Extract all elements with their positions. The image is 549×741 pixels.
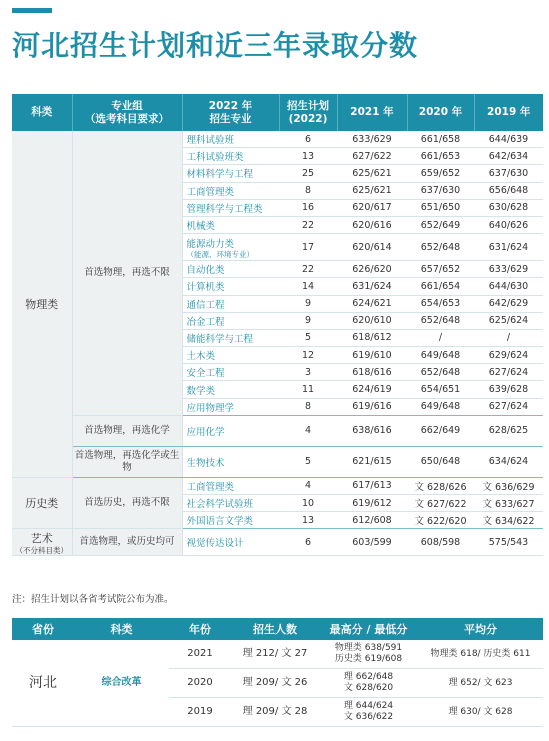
score-2021-cell: 624/619 [337, 381, 407, 398]
avg-cell: 理 630/ 文 628 [418, 698, 543, 727]
count-cell: 理 209/ 文 28 [231, 698, 319, 727]
score-2020-cell: 654/653 [407, 295, 474, 312]
footnote: 注：招生计划以各省考试院公布为准。 [12, 594, 174, 605]
score-2021-cell: 621/615 [337, 446, 407, 477]
count-cell: 理 212/ 文 27 [231, 640, 319, 669]
major-name: 机械类 [186, 221, 216, 233]
major-name: 储能科学与工程 [186, 333, 254, 345]
plan-cell: 22 [279, 261, 337, 278]
plan-cell: 13 [279, 512, 337, 529]
score-2019-cell: 640/626 [474, 216, 543, 233]
header-group-line2: （选考科目要求） [85, 112, 169, 125]
plan-cell: 10 [279, 495, 337, 512]
year-cell: 2020 [169, 669, 231, 698]
score-2020-cell: / [407, 329, 474, 346]
major-name: 土木类 [186, 351, 216, 363]
major-sub: （能源、环境专业） [186, 249, 254, 259]
score-2020-cell: 649/648 [407, 398, 474, 415]
type-cell: 综合改革 [74, 640, 169, 727]
major-cell [182, 234, 279, 261]
major-cell [182, 495, 279, 512]
maxmin-line1: 物理类 638/591 [334, 643, 403, 653]
plan-cell: 4 [279, 415, 337, 446]
score-header-count: 招生人数 [231, 618, 319, 640]
avg-cell: 物理类 618/ 历史类 611 [418, 640, 543, 669]
table-row [12, 640, 543, 669]
score-2019-cell: 文 633/627 [474, 495, 543, 512]
maxmin-line2: 历史类 619/608 [334, 654, 403, 664]
score-2020-cell: 652/648 [407, 312, 474, 329]
plan-table-body [12, 131, 543, 556]
header-plan-line2: (2022) [288, 112, 328, 125]
score-2019-cell: 文 636/629 [474, 477, 543, 494]
plan-cell: 8 [279, 182, 337, 199]
score-2019-cell: 637/630 [474, 165, 543, 182]
score-2020-cell: 649/648 [407, 347, 474, 364]
header-group-line1: 专业组 [111, 99, 143, 112]
group-physics-any: 首选物理，再选不限 [72, 131, 182, 415]
plan-cell: 16 [279, 199, 337, 216]
score-2020-cell: 文 627/622 [407, 495, 474, 512]
table-row [12, 477, 543, 494]
category-history: 历史类 [12, 477, 72, 529]
score-2021-cell: 603/599 [337, 529, 407, 556]
score-header-maxmin: 最高分 / 最低分 [319, 618, 418, 640]
plan-cell: 22 [279, 216, 337, 233]
group-physics-or-history: 首选物理，或历史均可 [72, 529, 182, 556]
header-2019: 2019 年 [474, 94, 543, 131]
group-physics-chem: 首选物理，再选化学 [72, 415, 182, 446]
score-2020-cell: 657/652 [407, 261, 474, 278]
score-2021-cell: 618/616 [337, 364, 407, 381]
page-title: 河北招生计划和近三年录取分数 [12, 29, 419, 62]
major-name: 安全工程 [186, 368, 225, 380]
score-2019-cell: 627/624 [474, 398, 543, 415]
score-2021-cell: 619/616 [337, 398, 407, 415]
major-cell [182, 182, 279, 199]
header-2020: 2020 年 [407, 94, 474, 131]
plan-cell: 14 [279, 278, 337, 295]
score-header-province: 省份 [12, 618, 74, 640]
maxmin-cell [319, 698, 418, 727]
count-cell: 理 209/ 文 26 [231, 669, 319, 698]
score-2019-cell: 642/634 [474, 148, 543, 165]
score-2019-cell: / [474, 329, 543, 346]
major-name: 外国语言文学类 [186, 516, 254, 528]
score-2021-cell: 633/629 [337, 131, 407, 148]
table-row [12, 415, 543, 446]
score-2019-cell: 633/629 [474, 261, 543, 278]
header-major [182, 94, 279, 131]
score-2021-cell: 620/610 [337, 312, 407, 329]
major-cell [182, 415, 279, 446]
plan-cell: 17 [279, 234, 337, 261]
header-plan-line1: 招生计划 [287, 99, 329, 112]
score-2019-cell: 639/628 [474, 381, 543, 398]
score-2019-cell: 575/543 [474, 529, 543, 556]
score-2019-cell: 656/648 [474, 182, 543, 199]
major-cell [182, 529, 279, 556]
category-art-sub: （不分科目类） [15, 545, 68, 555]
score-2020-cell: 文 622/620 [407, 512, 474, 529]
score-2019-cell: 625/624 [474, 312, 543, 329]
major-name: 应用化学 [186, 426, 225, 438]
score-2020-cell: 608/598 [407, 529, 474, 556]
major-cell [182, 364, 279, 381]
major-cell [182, 446, 279, 477]
score-table-body [12, 640, 543, 727]
category-art-label: 艺术 [30, 531, 53, 545]
plan-cell: 8 [279, 398, 337, 415]
plan-cell: 9 [279, 295, 337, 312]
score-2020-cell: 652/649 [407, 216, 474, 233]
admission-score-table [12, 618, 543, 727]
major-cell [182, 278, 279, 295]
category-art [12, 529, 72, 556]
score-2021-cell: 625/621 [337, 182, 407, 199]
avg-cell: 理 652/ 文 623 [418, 669, 543, 698]
score-2021-cell: 624/621 [337, 295, 407, 312]
major-name: 材料科学与工程 [186, 169, 254, 181]
major-name: 通信工程 [186, 299, 225, 311]
header-2021: 2021 年 [337, 94, 407, 131]
score-2020-cell: 637/630 [407, 182, 474, 199]
score-2019-cell: 628/625 [474, 415, 543, 446]
plan-cell: 11 [279, 381, 337, 398]
major-name: 视觉传达设计 [186, 538, 244, 550]
score-2020-cell: 662/649 [407, 415, 474, 446]
major-name: 工商管理类 [186, 481, 235, 493]
major-cell [182, 165, 279, 182]
score-2021-cell: 620/617 [337, 199, 407, 216]
score-2021-cell: 625/621 [337, 165, 407, 182]
plan-cell: 6 [279, 529, 337, 556]
table-row [12, 131, 543, 148]
major-cell [182, 295, 279, 312]
score-header-row [12, 618, 543, 640]
major-cell [182, 312, 279, 329]
major-name: 生物技术 [186, 457, 225, 469]
major-name: 社会科学试验班 [186, 499, 254, 511]
score-2020-cell: 661/653 [407, 148, 474, 165]
major-name: 工商管理类 [186, 186, 235, 198]
score-2020-cell: 650/648 [407, 446, 474, 477]
plan-cell: 3 [279, 364, 337, 381]
major-cell [182, 261, 279, 278]
plan-cell: 5 [279, 446, 337, 477]
year-cell: 2021 [169, 640, 231, 669]
admission-plan-table [12, 94, 543, 556]
major-name: 管理科学与工程类 [186, 203, 263, 215]
major-name: 应用物理学 [186, 402, 235, 414]
maxmin-line1: 理 662/648 [343, 672, 394, 682]
year-cell: 2019 [169, 698, 231, 727]
score-2019-cell: 644/639 [474, 131, 543, 148]
maxmin-cell [319, 669, 418, 698]
major-cell [182, 199, 279, 216]
plan-cell: 6 [279, 131, 337, 148]
plan-cell: 4 [279, 477, 337, 494]
score-2019-cell: 631/624 [474, 234, 543, 261]
score-2021-cell: 631/624 [337, 278, 407, 295]
plan-cell: 13 [279, 148, 337, 165]
major-cell [182, 148, 279, 165]
header-category: 科类 [12, 94, 72, 131]
score-header-type: 科类 [74, 618, 169, 640]
plan-cell: 9 [279, 312, 337, 329]
score-2021-cell: 618/612 [337, 329, 407, 346]
header-plan [279, 94, 337, 131]
major-name: 冶金工程 [186, 316, 225, 328]
major-cell [182, 381, 279, 398]
score-2021-cell: 617/613 [337, 477, 407, 494]
score-2019-cell: 642/629 [474, 295, 543, 312]
score-2021-cell: 619/610 [337, 347, 407, 364]
category-physics: 物理类 [12, 131, 72, 477]
province-cell: 河北 [12, 640, 74, 727]
score-2021-cell: 620/616 [337, 216, 407, 233]
table-row [12, 529, 543, 556]
plan-cell: 12 [279, 347, 337, 364]
major-name: 理科试验班 [186, 135, 235, 147]
plan-cell: 25 [279, 165, 337, 182]
major-name: 计算机类 [186, 282, 225, 294]
maxmin-cell [319, 640, 418, 669]
score-2020-cell: 661/658 [407, 131, 474, 148]
major-name: 能源动力类 [186, 238, 235, 250]
score-2019-cell: 文 634/622 [474, 512, 543, 529]
accent-bar [12, 8, 52, 13]
score-2019-cell: 634/624 [474, 446, 543, 477]
score-2020-cell: 651/650 [407, 199, 474, 216]
score-2019-cell: 629/624 [474, 347, 543, 364]
score-2020-cell: 652/648 [407, 364, 474, 381]
major-cell [182, 477, 279, 494]
plan-cell: 5 [279, 329, 337, 346]
score-2020-cell: 661/654 [407, 278, 474, 295]
major-name: 工科试验班类 [186, 152, 244, 164]
score-2021-cell: 626/620 [337, 261, 407, 278]
major-cell [182, 216, 279, 233]
maxmin-line2: 文 628/620 [343, 683, 394, 693]
maxmin-line2: 文 636/622 [343, 712, 394, 722]
group-history-any: 首选历史，再选不限 [72, 477, 182, 529]
score-2019-cell: 627/624 [474, 364, 543, 381]
group-physics-chem-bio: 首选物理，再选化学或生物 [72, 446, 182, 477]
major-cell [182, 131, 279, 148]
score-2021-cell: 627/622 [337, 148, 407, 165]
score-2021-cell: 612/608 [337, 512, 407, 529]
score-2020-cell: 文 628/626 [407, 477, 474, 494]
header-major-line1: 2022 年 [208, 99, 253, 112]
score-2020-cell: 652/648 [407, 234, 474, 261]
score-2019-cell: 630/628 [474, 199, 543, 216]
major-cell [182, 347, 279, 364]
score-2021-cell: 619/612 [337, 495, 407, 512]
score-2021-cell: 620/614 [337, 234, 407, 261]
score-2019-cell: 644/630 [474, 278, 543, 295]
major-cell [182, 512, 279, 529]
score-header-avg: 平均分 [418, 618, 543, 640]
table-header-row [12, 94, 543, 131]
major-name: 数学类 [186, 385, 216, 397]
score-header-year: 年份 [169, 618, 231, 640]
header-group [72, 94, 182, 131]
major-name: 自动化类 [186, 265, 225, 277]
major-cell [182, 329, 279, 346]
table-row [12, 446, 543, 477]
score-2020-cell: 659/652 [407, 165, 474, 182]
score-2021-cell: 638/616 [337, 415, 407, 446]
header-major-line2: 招生专业 [209, 112, 252, 125]
major-cell [182, 398, 279, 415]
score-2020-cell: 654/651 [407, 381, 474, 398]
maxmin-line1: 理 644/624 [343, 701, 394, 711]
